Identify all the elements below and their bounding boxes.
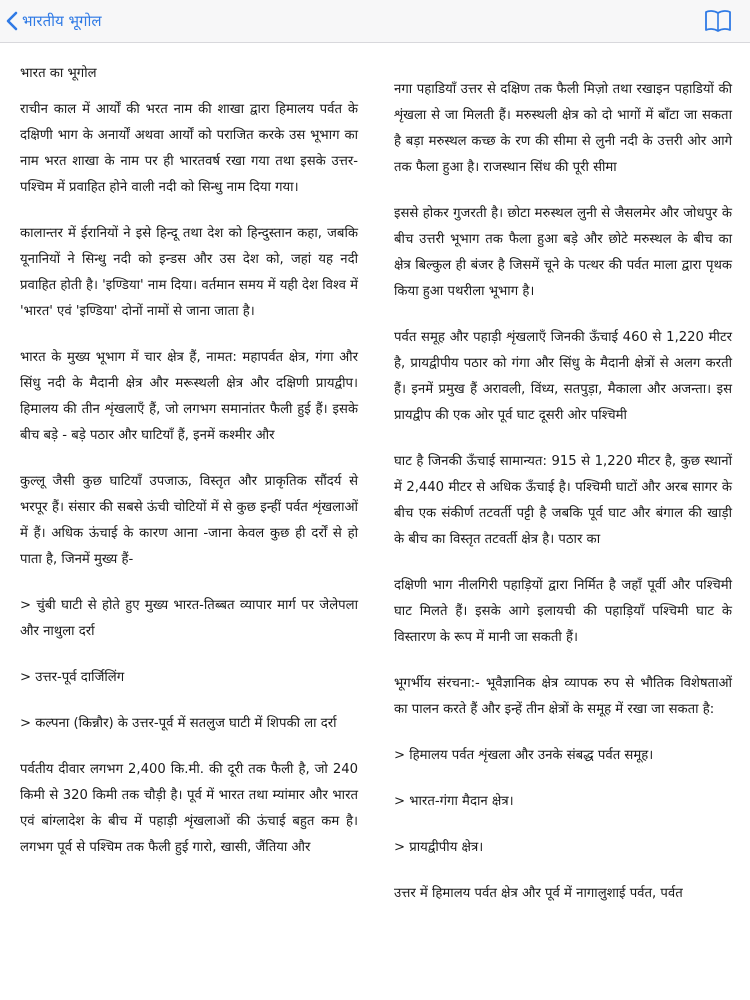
paragraph: कुल्लू जैसी कुछ घाटियाँ उपजाऊ, विस्तृत और प्राकृतिक सौंदर्य से भरपूर हैं। संसार की सबसे ऊंची चोटियों में से कुछ इन्हीं पर्वत शृंखलाओं में हैं। अधिक ऊंचाई के कारण आना -जाना केवल कुछ ही दर्रों से हो पाता है, जिनमें मुख्य हैं-	[20, 474, 358, 567]
paragraph: घाट है जिनकी ऊँचाई सामान्यत: 915 से 1,220 मीटर है, कुछ स्थानों में 2,440 मीटर से अधिक ऊँचाई है। पश्चिमी घाटों और अरब सागर के बीच एक संकीर्ण तटवर्ती पट्टी है जबकि पूर्व घाट और बंगाल की खाड़ी के बीच का विस्तृत तटवर्ती क्षेत्र है। पठार का	[394, 454, 732, 547]
list-item: > चुंबी घाटी से होते हुए मुख्य भारत-तिब्बत व्यापार मार्ग पर जेलेपला और नाथुला दर्रा	[20, 598, 358, 639]
list-item: > हिमालय पर्वत शृंखला और उनके संबद्ध पर्वत समूह।	[394, 748, 654, 763]
chevron-left-icon	[6, 11, 18, 31]
navigation-bar	[0, 0, 750, 43]
chapter-title: भारत का भूगोल	[20, 66, 97, 81]
back-button-label: भारतीय भूगोल	[22, 12, 102, 30]
list-item: > भारत-गंगा मैदान क्षेत्र।	[394, 794, 514, 809]
list-item: > कल्पना (किन्नौर) के उत्तर-पूर्व में सतलुज घाटी में शिपकी ला दर्रा	[20, 716, 337, 731]
right-column	[394, 77, 732, 927]
paragraph: राचीन काल में आर्यों की भरत नाम की शाखा द्वारा हिमालय पर्वत के दक्षिणी भाग के अनार्यों अथवा आर्यों को पराजित करके उस भूभाग का नाम भरत शाखा के नाम पर ही भारतवर्ष रखा गया तथा इसके उत्तर-पश्चिम में प्रवाहित होने वाली नदी को सिन्धु नाम दिया गया।	[20, 102, 358, 195]
back-button[interactable]	[6, 7, 102, 35]
list-item: > प्रायद्वीपीय क्षेत्र।	[394, 840, 484, 855]
paragraph: दक्षिणी भाग नीलगिरी पहाड़ियों द्वारा निर्मित है जहाँ पूर्वी और पश्चिमी घाट मिलते हैं। इसके आगे इलायची की पहाड़ियाँ पश्चिमी घाट के विस्तारण के रूप में मानी जा सकती हैं।	[394, 578, 732, 645]
paragraph: उत्तर में हिमालय पर्वत क्षेत्र और पूर्व में नागालुशाई पर्वत, पर्वत	[394, 886, 683, 901]
paragraph: कालान्तर में ईरानियों ने इसे हिन्दू तथा देश को हिन्दुस्तान कहा, जबकि यूनानियों ने सिन्धु नदी को इन्डस और उस देश को, जहां यह नदी प्रवाहित होती है। 'इण्डिया' नाम दिया। वर्तमान समय में यही देश विश्व में 'भारत' एवं 'इण्डिया' दोनों नामों से जाना जाता है।	[20, 226, 358, 319]
paragraph: भारत के मुख्य भूभाग में चार क्षेत्र हैं, नामत: महापर्वत क्षेत्र, गंगा और सिंधु नदी के मैदानी क्षेत्र और मरूस्थली क्षेत्र और दक्षिणी प्रायद्वीप। हिमालय की तीन शृंखलाएँ हैं, जो लगभग समानांतर फैली हुई हैं। इसके बीच बड़े - बड़े पठार और घाटियाँ हैं, इनमें कश्मीर और	[20, 350, 358, 443]
book-icon[interactable]	[704, 8, 732, 34]
paragraph: नगा पहाडियाँ उत्तर से दक्षिण तक फैली मिज़ो तथा रखाइन पहाडियों की शृंखला से जा मिलती हैं। मरुस्थली क्षेत्र को दो भागों में बाँटा जा सकता है बड़ा मरुस्थल कच्छ के रण की सीमा से लुनी नदी के उत्तरी ओर आगे तक फैला हुआ है। राजस्थान सिंध की पूरी सीमा	[394, 82, 732, 175]
paragraph: पर्वत समूह और पहाड़ी शृंखलाएँ जिनकी ऊँचाई 460 से 1,220 मीटर है, प्रायद्वीपीय पठार को गंगा और सिंधु के मैदानी क्षेत्रों से अलग करती हैं। इनमें प्रमुख हैं अरावली, विंध्य, सतपुड़ा, मैकाला और अजन्ता। इस प्रायद्वीप की एक ओर पूर्व घाट दूसरी ओर पश्चिमी	[394, 330, 732, 423]
paragraph: पर्वतीय दीवार लगभग 2,400 कि.मी. की दूरी तक फैली है, जो 240 किमी से 320 किमी तक चौड़ी है। पूर्व में भारत तथा म्यांमार और भारत एवं बांग्लादेश के बीच में पहाड़ी शृंखलाओं की ऊंचाई बहुत कम है। लगभग पूर्व से पश्चिम तक फैली हुई गारो, खासी, जैंतिया और	[20, 762, 358, 855]
left-column	[20, 61, 358, 881]
book-page	[0, 43, 750, 1000]
paragraph: भूगर्भीय संरचना:- भूवैज्ञानिक क्षेत्र व्यापक रुप से भौतिक विशेषताओं का पालन करते हैं और इन्हें तीन क्षेत्रों के समूह में रखा जा सकता है:	[394, 676, 732, 717]
paragraph: इससे होकर गुजरती है। छोटा मरुस्थल लुनी से जैसलमेर और जोधपुर के बीच उत्तरी भूभाग तक फैला हुआ बड़े और छोटे मरुस्थल के बीच का क्षेत्र बिल्कुल ही बंजर है जिसमें चूने के पत्थर की पर्वत माला द्वारा पृथक किया हुआ पथरीला भूभाग है।	[394, 206, 732, 299]
list-item: > उत्तर-पूर्व दार्जिलिंग	[20, 670, 125, 685]
